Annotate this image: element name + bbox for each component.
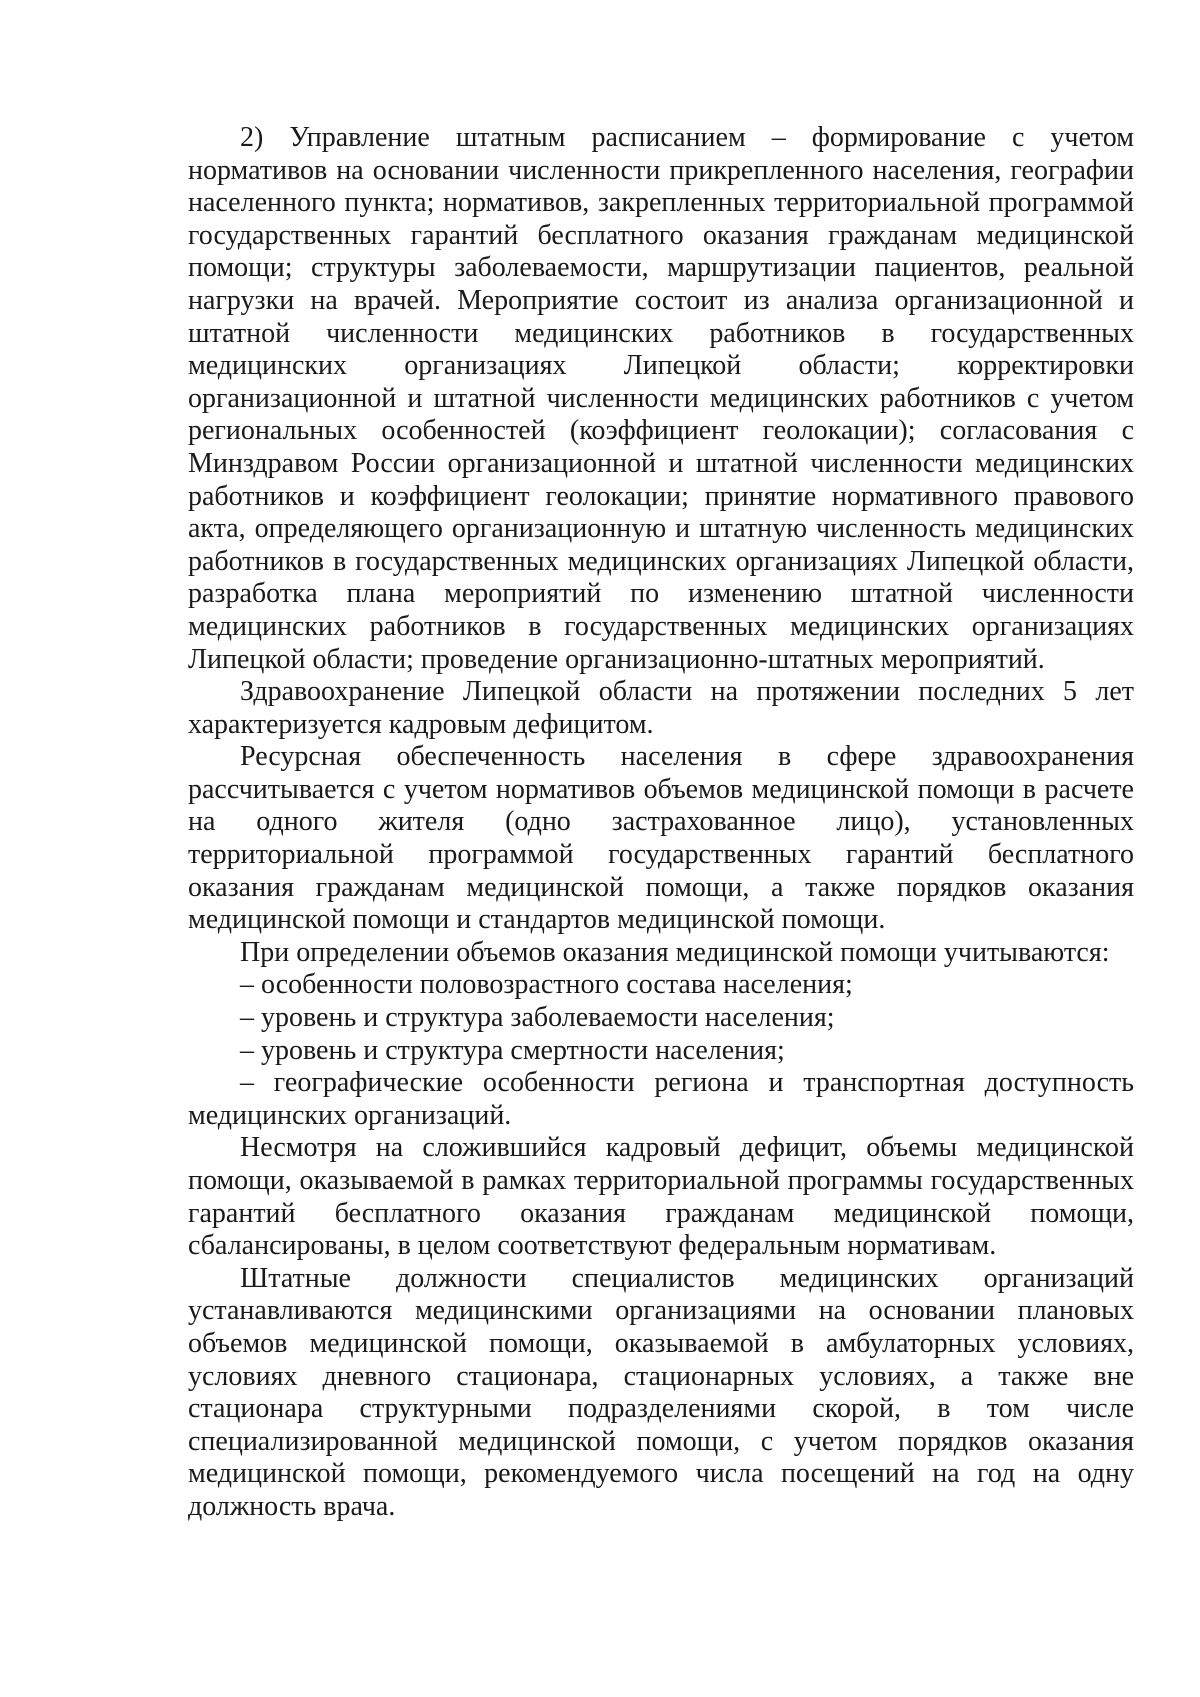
paragraph-volumes-balanced: Несмотря на сложившийся кадровый дефицит, объемы медицинской помощи, оказываемой в рамках территориальной программы государственных гарантий бесплатного оказания гражданам медицинской помощи, сбалансированы, в целом соответствуют федеральным нормативам. [188, 1132, 1134, 1262]
list-item-age-sex-structure: – особенности половозрастного состава населения; [240, 969, 853, 1001]
paragraph-staff-positions: Штатные должности специалистов медицинских организаций устанавливаются медицинскими организациями на основании плановых объемов медицинской помощи, оказываемой в амбулаторных условиях, условиях дневного стационара, стационарных условиях, а также вне стационара структурными подразделениями скорой, в том числе специализированной медицинской помощи, с учетом порядков оказания медицинской помощи, рекомендуемого числа посещений на год на одну должность врача. [188, 1262, 1134, 1522]
document-page [188, 122, 1134, 1524]
paragraph-staffing-management: 2) Управление штатным расписанием – формирование с учетом нормативов на основании численности прикрепленного населения, географии населенного пункта; нормативов, закрепленных территориальной программой государственных гарантий бесплатного оказания гражданам медицинской помощи; структуры заболеваемости, маршрутизации пациентов, реальной нагрузки на врачей. Мероприятие состоит из анализа организационной и штатной численности медицинских работников в государственных медицинских организациях Липецкой области; корректировки организационной и штатной численности медицинских работников с учетом региональных особенностей (коэффициент геолокации); согласования с Минздравом России организационной и штатной численности медицинских работников и коэффициент геолокации; принятие нормативного правового акта, определяющего организационную и штатную численность медицинских работников в государственных медицинских организациях Липецкой области, разработка плана мероприятий по изменению штатной численности медицинских работников в государственных медицинских организациях Липецкой области; проведение организационно-штатных мероприятий. [188, 122, 1134, 675]
list-item-mortality: – уровень и структура смертности населения; [240, 1034, 785, 1066]
paragraph-resource-provision: Ресурсная обеспеченность населения в сфере здравоохранения рассчитывается с учетом нормативов объемов медицинской помощи в расчете на одного жителя (одно застрахованное лицо), установленных территориальной программой государственных гарантий бесплатного оказания гражданам медицинской помощи, а также порядков оказания медицинской помощи и стандартов медицинской помощи. [188, 741, 1134, 936]
paragraph-staff-deficit: Здравоохранение Липецкой области на протяжении последних 5 лет характеризуется кадровым дефицитом. [188, 676, 1134, 740]
list-item-morbidity: – уровень и структура заболеваемости населения; [240, 1002, 835, 1034]
list-item-geography-transport: – географические особенности региона и транспортная доступность медицинских организаций. [188, 1067, 1134, 1131]
paragraph-volume-factors-intro: При определении объемов оказания медицинской помощи учитываются: [240, 936, 1110, 968]
